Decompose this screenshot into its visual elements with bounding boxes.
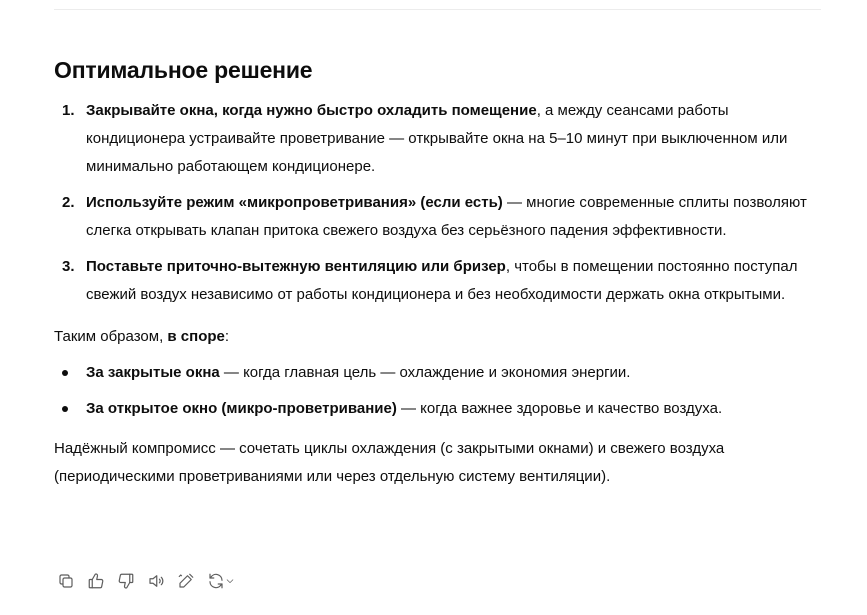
list-number: 3. <box>62 258 75 275</box>
assistant-message <box>54 55 824 491</box>
bullet-dot <box>62 370 68 376</box>
thumbs-up-icon <box>87 572 105 590</box>
bullet-dot <box>62 406 68 412</box>
list-item <box>54 97 824 181</box>
final-paragraph: Надёжный компромисс — сочетать циклы охлаждения (с закрытыми окнами) и свежего воздуха (периодическими проветриваниями или через отдельную систему вентиляции). <box>54 440 725 485</box>
read-aloud-button[interactable] <box>144 569 168 593</box>
summary-lead-bold: в споре <box>167 328 225 345</box>
list-item <box>54 253 824 309</box>
bullet-text: — когда важнее здоровье и качество воздуха. <box>396 400 723 417</box>
summary-lead-text: Таким образом, <box>54 328 168 345</box>
summary-lead <box>54 323 824 351</box>
list-item <box>54 395 824 423</box>
step-bold-text: Поставьте приточно-вытежную вентиляцию или бризер <box>86 258 506 275</box>
thumbs-down-button[interactable] <box>114 569 138 593</box>
step-text: , а между сеансами работы кондиционера устраивайте проветривание — открывайте окна на 5–10 минут при выключенном или минимально работающем кондиционере. <box>86 102 788 175</box>
step-bold-text: Используйте режим «микропроветривания» (если есть) <box>86 194 503 211</box>
regenerate-button[interactable] <box>204 569 238 593</box>
message-actions <box>54 569 238 593</box>
list-number: 2. <box>62 194 75 211</box>
chevron-down-icon <box>225 576 235 586</box>
list-item <box>54 189 824 245</box>
section-title: Оптимальное решение <box>54 57 313 83</box>
step-text: , чтобы в помещении постоянно поступал свежий воздух независимо от работы кондиционера и без необходимости держать окна открытыми. <box>86 258 798 303</box>
summary-bullets <box>54 359 824 423</box>
copy-button[interactable] <box>54 569 78 593</box>
bullet-bold-text: За закрытые окна <box>86 364 220 381</box>
thumbs-up-button[interactable] <box>84 569 108 593</box>
step-bold-text: Закрывайте окна, когда нужно быстро охладить помещение <box>86 102 537 119</box>
top-divider <box>54 9 821 10</box>
summary-lead-end: : <box>224 328 230 345</box>
solution-steps <box>54 97 824 309</box>
list-item <box>54 359 824 387</box>
edit-icon <box>177 572 195 590</box>
bullet-text: — когда главная цель — охлаждение и экономия энергии. <box>219 364 631 381</box>
list-number: 1. <box>62 102 75 119</box>
thumbs-down-icon <box>117 572 135 590</box>
step-text: — многие современные сплиты позволяют слегка открывать клапан притока свежего воздуха без серьёзного падения эффективности. <box>86 194 807 239</box>
bullet-bold-text: За открытое окно (микро-проветривание) <box>86 400 397 417</box>
copy-icon <box>57 572 75 590</box>
regenerate-icon <box>207 572 225 590</box>
edit-button[interactable] <box>174 569 198 593</box>
speaker-icon <box>147 572 165 590</box>
